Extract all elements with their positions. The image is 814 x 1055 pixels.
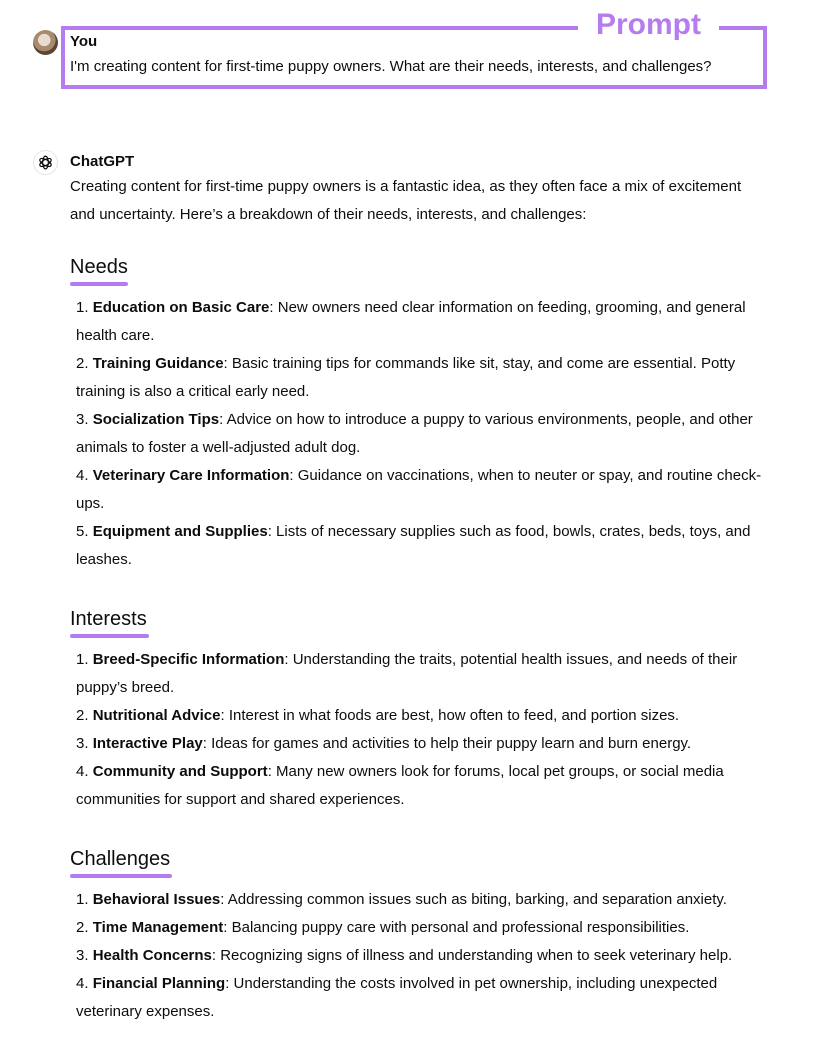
list-item: 1. Education on Basic Care: New owners need clear information on feeding, grooming, and general health care.: [76, 299, 746, 344]
section-heading: Challenges: [70, 848, 171, 870]
section-heading: Needs: [70, 256, 128, 278]
assistant-intro: Creating content for first-time puppy owners is a fantastic idea, as they often face a mix of excitement and uncertainty. Here’s a breakdown of their needs, interests, and challenges:: [70, 178, 742, 223]
heading-underline: [70, 874, 172, 878]
list-item: 4. Community and Support: Many new owners look for forums, local pet groups, or social media communities for support and shared experiences.: [76, 763, 724, 808]
heading-underline: [70, 634, 149, 638]
list-item: 4. Veterinary Care Information: Guidance on vaccinations, when to neuter or spay, and routine check-ups.: [76, 467, 762, 512]
chatgpt-logo-icon: [33, 150, 58, 175]
assistant-name: ChatGPT: [70, 153, 135, 170]
list-item: 2. Training Guidance: Basic training tips for commands like sit, stay, and come are essential. Potty training is also a critical early need.: [76, 355, 736, 400]
user-name: You: [70, 33, 98, 50]
interests-list: [76, 646, 770, 814]
section-challenges: [70, 846, 770, 1026]
list-item: 1. Behavioral Issues: Addressing common issues such as biting, barking, and separation anxiety.: [76, 891, 727, 908]
user-avatar: [33, 30, 58, 55]
list-item: 2. Time Management: Balancing puppy care with personal and professional responsibilities.: [76, 919, 690, 936]
list-item: 5. Equipment and Supplies: Lists of necessary supplies such as food, bowls, crates, beds, toys, and leashes.: [76, 523, 751, 568]
list-item: 3. Socialization Tips: Advice on how to introduce a puppy to various environments, people, and other animals to foster a well-adjusted adult dog.: [76, 411, 753, 456]
list-item: 4. Financial Planning: Understanding the costs involved in pet ownership, including unexpected veterinary expenses.: [76, 975, 718, 1020]
list-item: 3. Interactive Play: Ideas for games and activities to help their puppy learn and burn energy.: [76, 735, 692, 752]
needs-list: [76, 294, 770, 574]
prompt-label: Prompt: [578, 6, 719, 44]
section-interests: [70, 606, 770, 814]
list-item: 2. Nutritional Advice: Interest in what foods are best, how often to feed, and portion sizes.: [76, 707, 680, 724]
list-item: 1. Breed-Specific Information: Understanding the traits, potential health issues, and needs of their puppy’s breed.: [76, 651, 738, 696]
challenges-list: [76, 886, 770, 1026]
list-item: 3. Health Concerns: Recognizing signs of illness and understanding when to seek veterinary help.: [76, 947, 733, 964]
heading-underline: [70, 282, 128, 286]
section-needs: [70, 254, 770, 574]
section-heading: Interests: [70, 608, 147, 630]
user-message: I'm creating content for first-time puppy owners. What are their needs, interests, and challenges?: [70, 58, 712, 75]
